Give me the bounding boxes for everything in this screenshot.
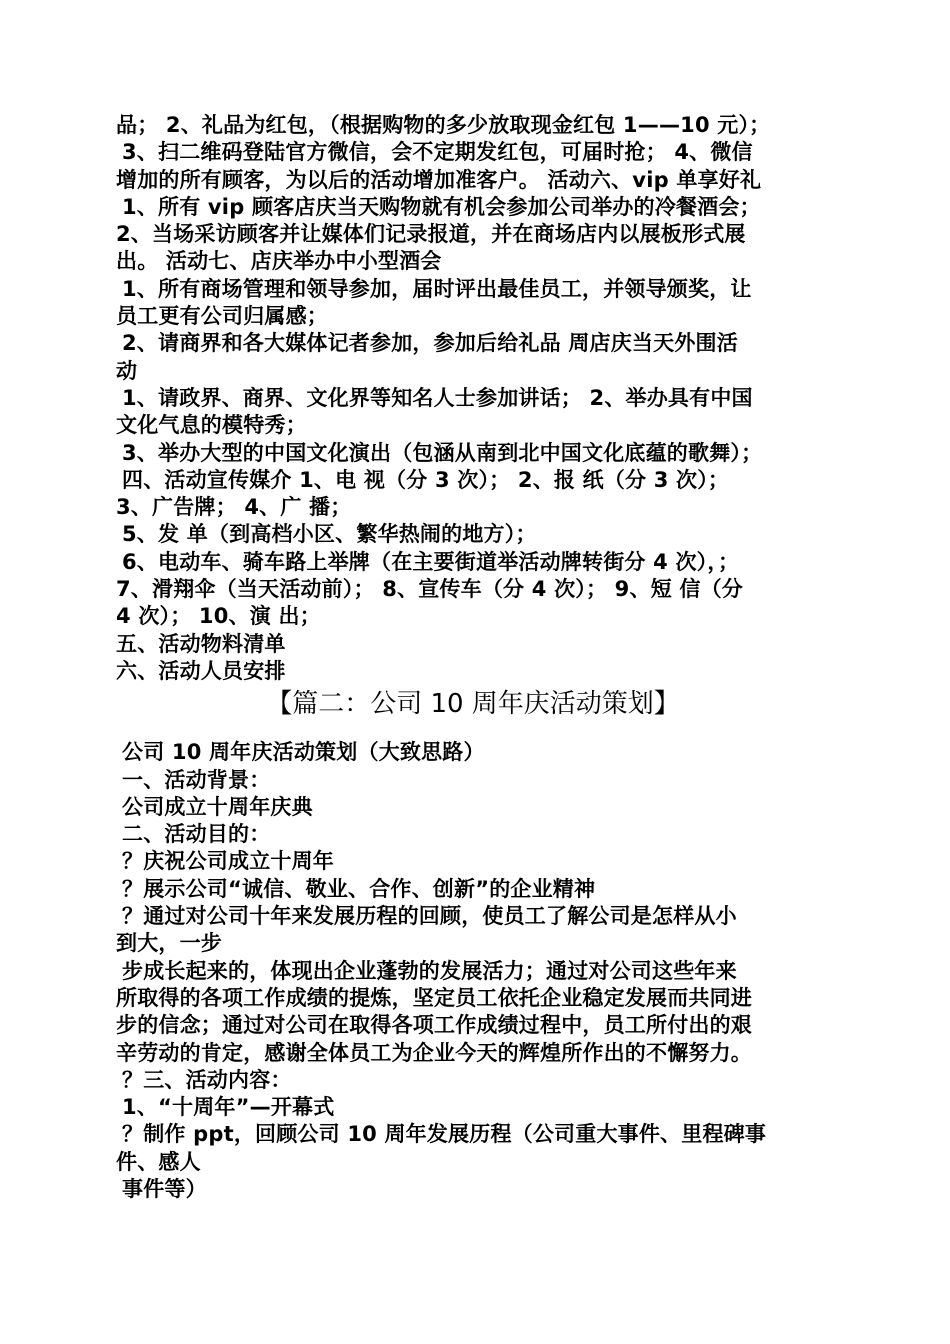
- text-line: 1、请政界、商界、文化界等知名人士参加讲话； 2、举办具有中国: [122, 385, 753, 410]
- text-line: 所取得的各项工作成绩的提炼，坚定员工依托企业稳定发展而共同进: [116, 985, 752, 1010]
- text-line: 公司成立十周年庆典: [122, 794, 313, 819]
- text-line: ？庆祝公司成立十周年: [122, 849, 334, 874]
- text-line: 事件等）: [122, 1176, 207, 1201]
- text-line: 增加的所有顾客，为以后的活动增加准客户。 活动六、vip 单享好礼: [116, 167, 762, 192]
- text-line: 1、所有 vip 顾客店庆当天购物就有机会参加公司举办的冷餐酒会；: [122, 194, 761, 219]
- text-line: 六、活动人员安排: [116, 658, 286, 683]
- document-page: [116, 112, 840, 1203]
- text-line: 员工更有公司归属感；: [116, 304, 328, 329]
- text-line: 文化气息的模特秀；: [116, 413, 307, 438]
- text-line: 到大，一步: [116, 931, 222, 956]
- text-line: 步成长起来的，体现出企业蓬勃的发展活力；通过对公司这些年来: [122, 958, 737, 983]
- text-line: 3、广告牌； 4、广 播；: [116, 495, 352, 520]
- text-line: 出。 活动七、店庆举办中小型酒会: [116, 249, 442, 274]
- text-line: 5、发 单（到高档小区、繁华热闹的地方）；: [122, 522, 537, 547]
- text-line: 件、感人: [116, 1149, 201, 1174]
- text-line: ？展示公司“诚信、敬业、合作、创新”的企业精神: [122, 876, 596, 901]
- text-line: ？通过对公司十年来发展历程的回顾，使员工了解公司是怎样从小: [122, 904, 737, 929]
- text-line: 辛劳动的肯定，感谢全体员工为企业今天的辉煌所作出的不懈努力。: [116, 1040, 752, 1065]
- text-line: 公司 10 周年庆活动策划（大致思路）: [122, 740, 485, 765]
- text-block-bottom: [116, 739, 840, 1203]
- text-line: ？制作 ppt，回顾公司 10 周年发展历程（公司重大事件、里程碑事: [122, 1122, 767, 1147]
- text-line: 7、滑翔伞（当天活动前）； 8、宣传车（分 4 次）； 9、短 信（分: [116, 577, 743, 602]
- text-line: 4 次）； 10、演 出；: [116, 604, 321, 629]
- text-line: 1、“十周年”—开幕式: [122, 1095, 335, 1120]
- text-line: 3、扫二维码登陆官方微信，会不定期发红包，可届时抢； 4、微信: [122, 140, 753, 165]
- text-line: 6、电动车、骑车路上举牌（在主要街道举活动牌转街分 4 次），；: [122, 549, 740, 574]
- text-line: 2、请商界和各大媒体记者参加，参加后给礼品 周店庆当天外围活: [122, 331, 738, 356]
- text-block-top: [116, 112, 840, 685]
- text-line: 1、所有商场管理和领导参加，届时评出最佳员工，并领导颁奖，让: [122, 276, 752, 301]
- section-heading: 【篇二：公司 10 周年庆活动策划】: [266, 689, 680, 720]
- text-line: 步的信念；通过对公司在取得各项工作成绩过程中，员工所付出的艰: [116, 1013, 752, 1038]
- text-line: ？三、活动内容：: [122, 1067, 292, 1092]
- text-line: 二、活动目的：: [122, 822, 271, 847]
- text-line: 五、活动物料清单: [116, 631, 286, 656]
- text-line: 一、活动背景：: [122, 767, 271, 792]
- text-line: 3、举办大型的中国文化演出（包涵从南到北中国文化底蕴的歌舞）；: [122, 440, 763, 465]
- text-line: 2、当场采访顾客并让媒体们记录报道，并在商场店内以展板形式展: [116, 222, 746, 247]
- text-line: 四、活动宣传媒介 1、电 视（分 3 次）； 2、报 纸（分 3 次）；: [122, 467, 730, 492]
- text-line: 动: [116, 358, 138, 383]
- text-line: 品； 2、礼品为红包，（根据购物的多少放取现金红包 1——10 元）；: [116, 113, 771, 137]
